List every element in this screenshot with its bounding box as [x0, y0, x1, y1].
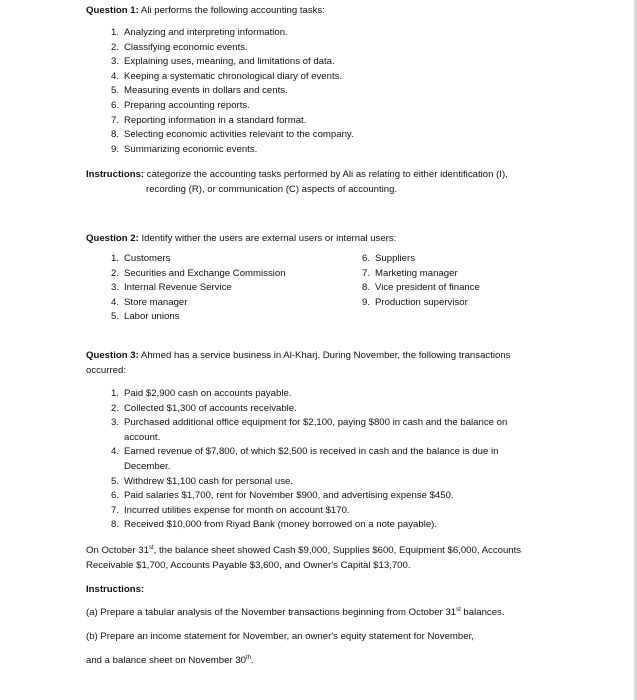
list-number: 8. — [110, 519, 119, 531]
transaction-item — [105, 518, 545, 533]
instruction-a-post: balances. — [460, 607, 505, 618]
list-number: 6. — [361, 253, 370, 264]
task-item — [105, 26, 545, 41]
transaction-item — [105, 504, 545, 519]
list-item-text: Store manager — [124, 296, 188, 308]
list-number: 3. — [110, 56, 119, 68]
question-1-instructions — [86, 168, 556, 197]
task-item — [105, 84, 545, 99]
list-item-text: Summarizing economic events. — [124, 143, 258, 155]
list-number: 1. — [110, 27, 119, 38]
list-item-text: Withdrew $1,100 cash for personal use. — [124, 475, 294, 487]
user-item — [105, 310, 335, 325]
task-item — [105, 55, 545, 70]
transaction-item — [105, 489, 545, 504]
user-item — [356, 267, 556, 282]
task-item — [105, 41, 545, 56]
list-number: 5. — [110, 475, 119, 487]
list-number: 7. — [110, 504, 119, 516]
list-item-text: Classifying economic events. — [124, 41, 248, 53]
instructions-line-2: recording (R), or communication (C) aspects of accounting. — [146, 183, 398, 195]
instructions-line-1: categorize the accounting tasks performed by Ali as relating to either identification (I), — [146, 169, 508, 180]
list-item-text: Marketing manager — [375, 267, 458, 279]
task-item — [105, 128, 545, 143]
list-number: 6. — [110, 99, 119, 111]
question-2-text: Identify wither the users are external users or internal users: — [141, 233, 397, 244]
question-1-text: Ali performs the following accounting tasks: — [140, 5, 325, 16]
list-item-text: Purchased additional office equipment for $2,100, paying $800 in cash and the balance on account. — [124, 417, 508, 443]
list-item-text: Customers — [124, 253, 171, 264]
list-number: 8. — [110, 129, 119, 141]
question-2-heading — [86, 232, 396, 247]
question-3-list — [105, 387, 545, 533]
list-item-text: Paid salaries $1,700, rent for November $900, and advertising expense $450. — [124, 490, 454, 502]
transaction-item — [105, 475, 545, 490]
question-3-text-line-1: Ahmed has a service business in Al-Kharj. During November, the following transactions — [140, 350, 511, 361]
user-item — [356, 252, 556, 267]
list-item-text: Selecting economic activities relevant to the company. — [124, 129, 354, 141]
list-item-text: Incurred utilities expense for month on account $170. — [124, 504, 350, 516]
list-item-text: Explaining uses, meaning, and limitations of data. — [124, 56, 335, 68]
list-item-text: Earned revenue of $7,800, of which $2,500 is received in cash and the balance is due in December. — [124, 446, 499, 472]
user-item — [105, 296, 335, 311]
list-number: 6. — [110, 490, 119, 502]
list-item-text: Vice president of finance — [375, 282, 480, 294]
instructions-label: Instructions: — [86, 169, 145, 180]
question-2-left-list — [105, 252, 335, 325]
list-item-text: Labor unions — [124, 311, 180, 323]
list-number: 9. — [361, 296, 370, 308]
user-item — [105, 252, 335, 267]
opening-balances — [86, 544, 556, 573]
list-number: 9. — [110, 143, 119, 155]
list-item-text: Suppliers — [375, 253, 415, 264]
list-number: 3. — [110, 282, 119, 294]
list-number: 8. — [361, 282, 370, 294]
list-item-text: Keeping a systematic chronological diary of events. — [124, 70, 343, 82]
task-item — [105, 99, 545, 114]
instruction-a-pre: (a) Prepare a tabular analysis of the November transactions beginning from October 31 — [86, 607, 457, 618]
transaction-item — [105, 402, 545, 417]
list-number: 5. — [110, 85, 119, 97]
question-3-instructions-heading: Instructions: — [86, 584, 145, 595]
list-item-text: Preparing accounting reports. — [124, 99, 250, 111]
question-1-heading — [86, 4, 325, 19]
balance-line-2: Receivable $1,700, Accounts Payable $3,600, and Owner's Capital $13,700. — [86, 559, 411, 571]
instruction-c — [86, 654, 556, 669]
instruction-c-pre: and a balance sheet on November 30 — [86, 655, 247, 666]
instruction-c-sup: th — [246, 654, 252, 661]
list-number: 1. — [110, 253, 119, 264]
list-item-text: Paid $2,900 cash on accounts payable. — [124, 388, 292, 399]
balance-line-1-rest: , the balance sheet showed Cash $9,000, Supplies $600, Equipment $6,000, Accounts — [153, 545, 522, 556]
list-number: 7. — [361, 267, 370, 279]
list-item-text: Analyzing and interpreting information. — [124, 27, 288, 38]
instruction-a-sup: st — [456, 606, 461, 613]
question-2-label: Question 2: — [86, 233, 139, 244]
instruction-c-post: . — [251, 655, 254, 666]
list-number: 4. — [110, 70, 119, 82]
question-3-label: Question 3: — [86, 350, 139, 361]
list-number: 7. — [110, 114, 119, 126]
user-item — [356, 296, 556, 311]
instruction-a — [86, 606, 556, 621]
list-number: 4. — [110, 296, 119, 308]
transaction-item — [105, 416, 545, 445]
balance-line-1-pre: On October 31 — [86, 545, 149, 556]
list-number: 3. — [110, 417, 119, 429]
task-item — [105, 114, 545, 129]
user-item — [356, 281, 556, 296]
list-item-text: Collected $1,300 of accounts receivable. — [124, 402, 297, 414]
transaction-item — [105, 445, 545, 474]
instruction-b: (b) Prepare an income statement for November, an owner's equity statement for November, — [86, 631, 474, 642]
question-2-right-list — [356, 252, 556, 310]
list-item-text: Internal Revenue Service — [124, 282, 232, 294]
list-item-text: Received $10,000 from Riyad Bank (money borrowed on a note payable). — [124, 519, 438, 531]
question-1-list — [105, 26, 545, 157]
question-1-label: Question 1: — [86, 5, 139, 16]
list-number: 2. — [110, 267, 119, 279]
list-number: 2. — [110, 402, 119, 414]
list-number: 5. — [110, 311, 119, 323]
list-item-text: Measuring events in dollars and cents. — [124, 85, 288, 97]
list-number: 2. — [110, 41, 119, 53]
transaction-item — [105, 387, 545, 402]
task-item — [105, 143, 545, 158]
list-item-text: Securities and Exchange Commission — [124, 267, 286, 279]
question-3-text-line-2: occurred: — [86, 364, 126, 376]
task-item — [105, 70, 545, 85]
balance-sup: st — [148, 544, 154, 551]
list-number: 4. — [110, 446, 119, 458]
user-item — [105, 267, 335, 282]
user-item — [105, 281, 335, 296]
list-number: 1. — [110, 388, 119, 399]
list-item-text: Reporting information in a standard format. — [124, 114, 307, 126]
list-item-text: Production supervisor — [375, 296, 468, 308]
question-3-heading — [86, 349, 556, 378]
